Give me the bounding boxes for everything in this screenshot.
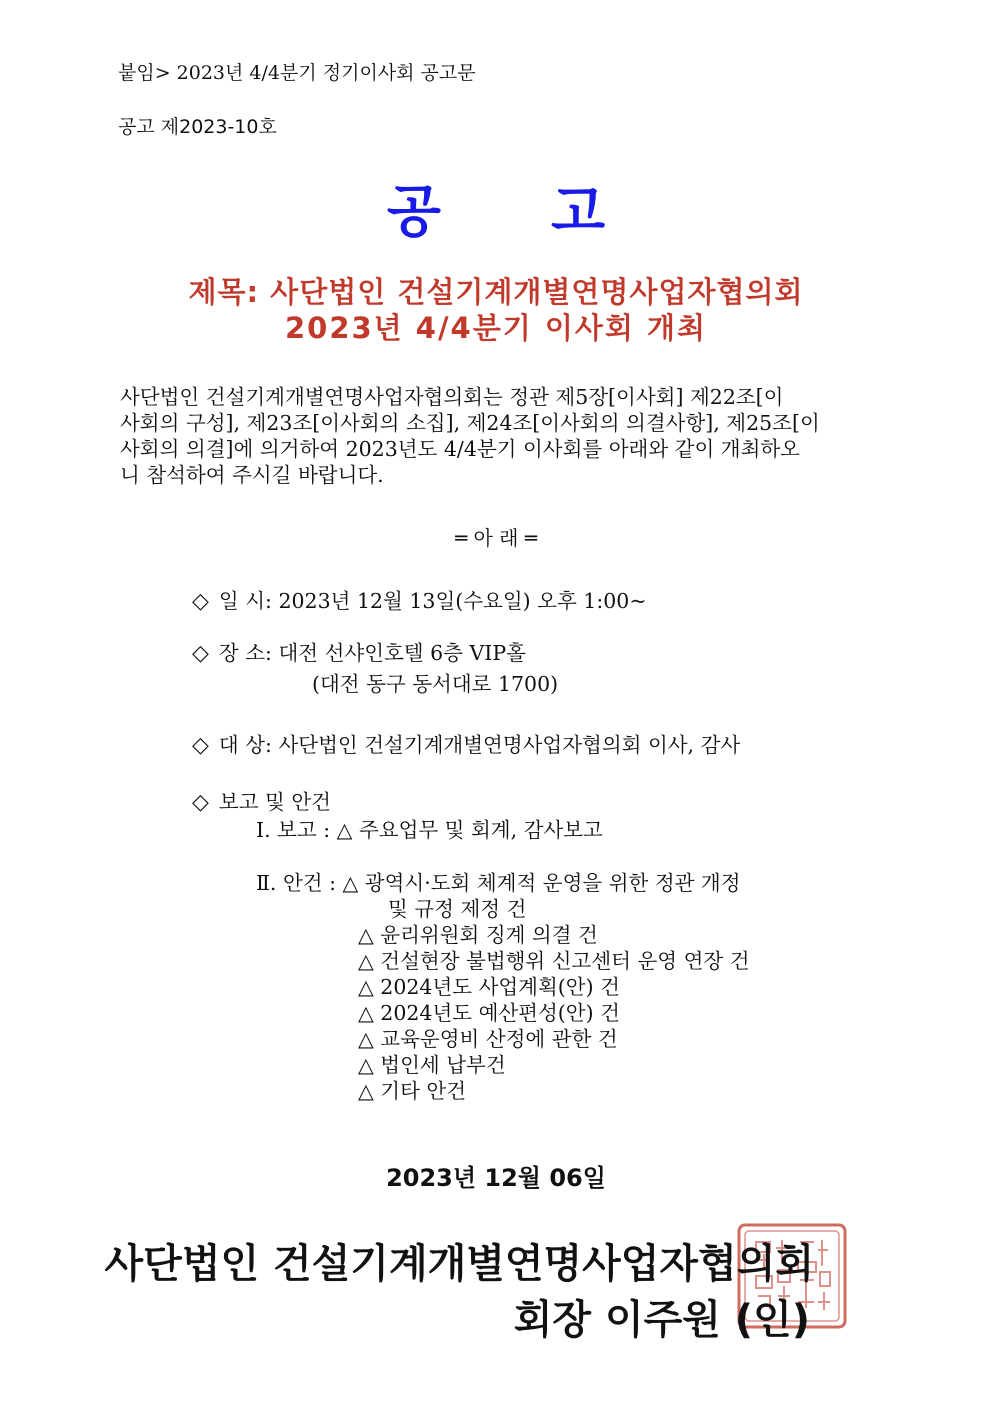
agenda-item: △ 교육운영비 산정에 관한 건	[358, 1027, 618, 1051]
heading-right-char: 고	[551, 180, 606, 245]
agenda-line-1: Ⅱ. 안건 : △ 광역시·도회 체계적 운영을 위한 정관 개정	[256, 871, 741, 895]
notice-number: 공고 제2023-10호	[118, 116, 277, 138]
agenda-item: △ 기타 안건	[358, 1079, 467, 1103]
title-line-1: 제목: 사단법인 건설기계개별연명사업자협의회	[188, 275, 804, 309]
agenda-item: △ 2024년도 예산편성(안) 건	[358, 1001, 620, 1025]
item-datetime	[192, 584, 647, 614]
report-line: Ⅰ. 보고 : △ 주요업무 및 회계, 감사보고	[256, 818, 603, 842]
diamond-icon: ◇	[192, 641, 209, 666]
body-line-3: 사회의 의결]에 의거하여 2023년도 4/4분기 이사회를 아래와 같이 개최하오	[120, 437, 800, 461]
title-line-2: 2023년 4/4분기 이사회 개최	[284, 311, 708, 345]
item-place-text: 장 소: 대전 선샤인호텔 6층 VIP홀	[218, 641, 526, 665]
item-address: (대전 동구 동서대로 1700)	[312, 672, 559, 696]
item-datetime-text: 일 시: 2023년 12월 13일(수요일) 오후 1:00~	[218, 589, 647, 613]
diamond-icon: ◇	[192, 733, 209, 758]
body-line-1: 사단법인 건설기계개별연명사업자협의회는 정관 제5장[이사회] 제22조[이	[120, 385, 784, 409]
diamond-icon: ◇	[192, 790, 209, 815]
diamond-icon: ◇	[192, 589, 209, 614]
item-target	[192, 728, 740, 758]
agenda-item: △ 건설현장 불법행위 신고센터 운영 연장 건	[358, 949, 750, 973]
item-agenda-header	[192, 785, 331, 815]
attachment-line: 붙임> 2023년 4/4분기 정기이사회 공고문	[118, 62, 476, 84]
item-agenda-header-text: 보고 및 안건	[218, 790, 331, 814]
heading-left-char: 공	[386, 180, 441, 245]
organization-name: 사단법인 건설기계개별연명사업자협의회	[104, 1241, 814, 1287]
agenda-item: △ 윤리위원회 징계 의결 건	[358, 923, 598, 947]
item-place	[192, 636, 526, 666]
notice-heading	[0, 168, 992, 248]
agenda-line-1-cont: 및 규정 제정 건	[388, 897, 527, 921]
notice-date: 2023년 12월 06일	[386, 1164, 606, 1192]
agenda-item: △ 법인세 납부건	[358, 1053, 506, 1077]
body-line-2: 사회의 구성], 제23조[이사회의 소집], 제24조[이사회의 의결사항], 제25조[이	[120, 411, 820, 435]
body-line-4: 니 참석하여 주시길 바랍니다.	[120, 463, 384, 487]
below-label: ═ 아 래 ═	[455, 526, 537, 550]
agenda-item: △ 2024년도 사업계획(안) 건	[358, 975, 620, 999]
item-target-text: 대 상: 사단법인 건설기계개별연명사업자협의회 이사, 감사	[218, 733, 741, 757]
president-signature: 회장 이주원 (인)	[513, 1297, 810, 1343]
